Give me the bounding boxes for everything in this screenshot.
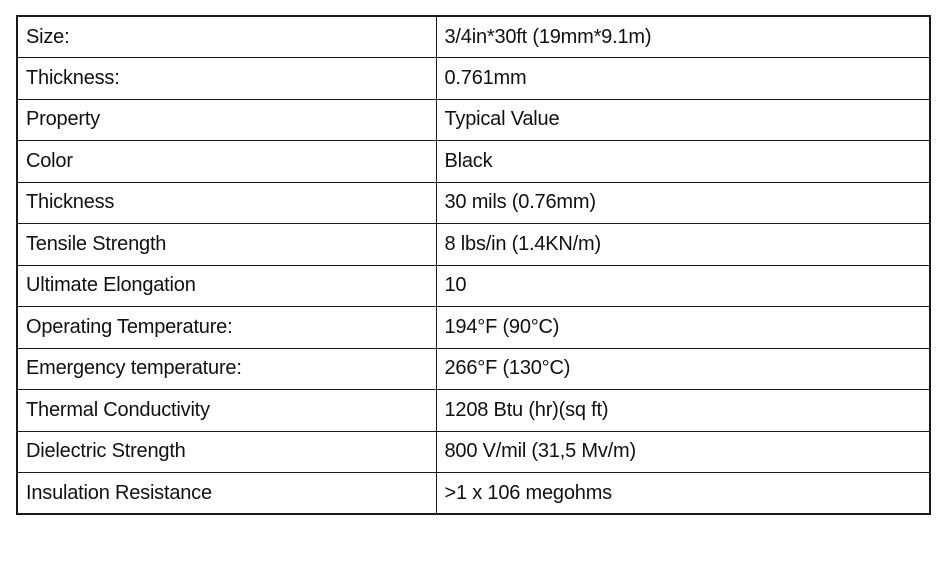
row-value: 8 lbs/in (1.4KN/m) xyxy=(436,224,930,266)
table-row xyxy=(17,182,930,224)
row-value: 10 xyxy=(436,265,930,307)
row-value: 194°F (90°C) xyxy=(436,307,930,349)
table-row xyxy=(17,431,930,473)
row-label: Ultimate Elongation xyxy=(17,265,436,307)
row-value: 266°F (130°C) xyxy=(436,348,930,390)
row-label: Tensile Strength xyxy=(17,224,436,266)
row-value: 3/4in*30ft (19mm*9.1m) xyxy=(436,16,930,58)
table-row xyxy=(17,224,930,266)
row-label: Size: xyxy=(17,16,436,58)
table-row xyxy=(17,58,930,100)
row-label: Thickness: xyxy=(17,58,436,100)
row-label: Property xyxy=(17,99,436,141)
table-row xyxy=(17,473,930,515)
row-value: >1 x 106 megohms xyxy=(436,473,930,515)
row-label: Emergency temperature: xyxy=(17,348,436,390)
table-row xyxy=(17,265,930,307)
row-label: Color xyxy=(17,141,436,183)
row-value: 30 mils (0.76mm) xyxy=(436,182,930,224)
table-row xyxy=(17,99,930,141)
row-label: Insulation Resistance xyxy=(17,473,436,515)
row-value: 0.761mm xyxy=(436,58,930,100)
row-value: 800 V/mil (31,5 Mv/m) xyxy=(436,431,930,473)
row-label: Thickness xyxy=(17,182,436,224)
table-row xyxy=(17,307,930,349)
row-label: Thermal Conductivity xyxy=(17,390,436,432)
table-row xyxy=(17,390,930,432)
table-row xyxy=(17,348,930,390)
table-row xyxy=(17,141,930,183)
row-label: Operating Temperature: xyxy=(17,307,436,349)
row-value: 1208 Btu (hr)(sq ft) xyxy=(436,390,930,432)
specification-table-body xyxy=(17,16,930,514)
row-value: Typical Value xyxy=(436,99,930,141)
row-label: Dielectric Strength xyxy=(17,431,436,473)
row-value: Black xyxy=(436,141,930,183)
table-row xyxy=(17,16,930,58)
specification-table xyxy=(16,15,931,515)
